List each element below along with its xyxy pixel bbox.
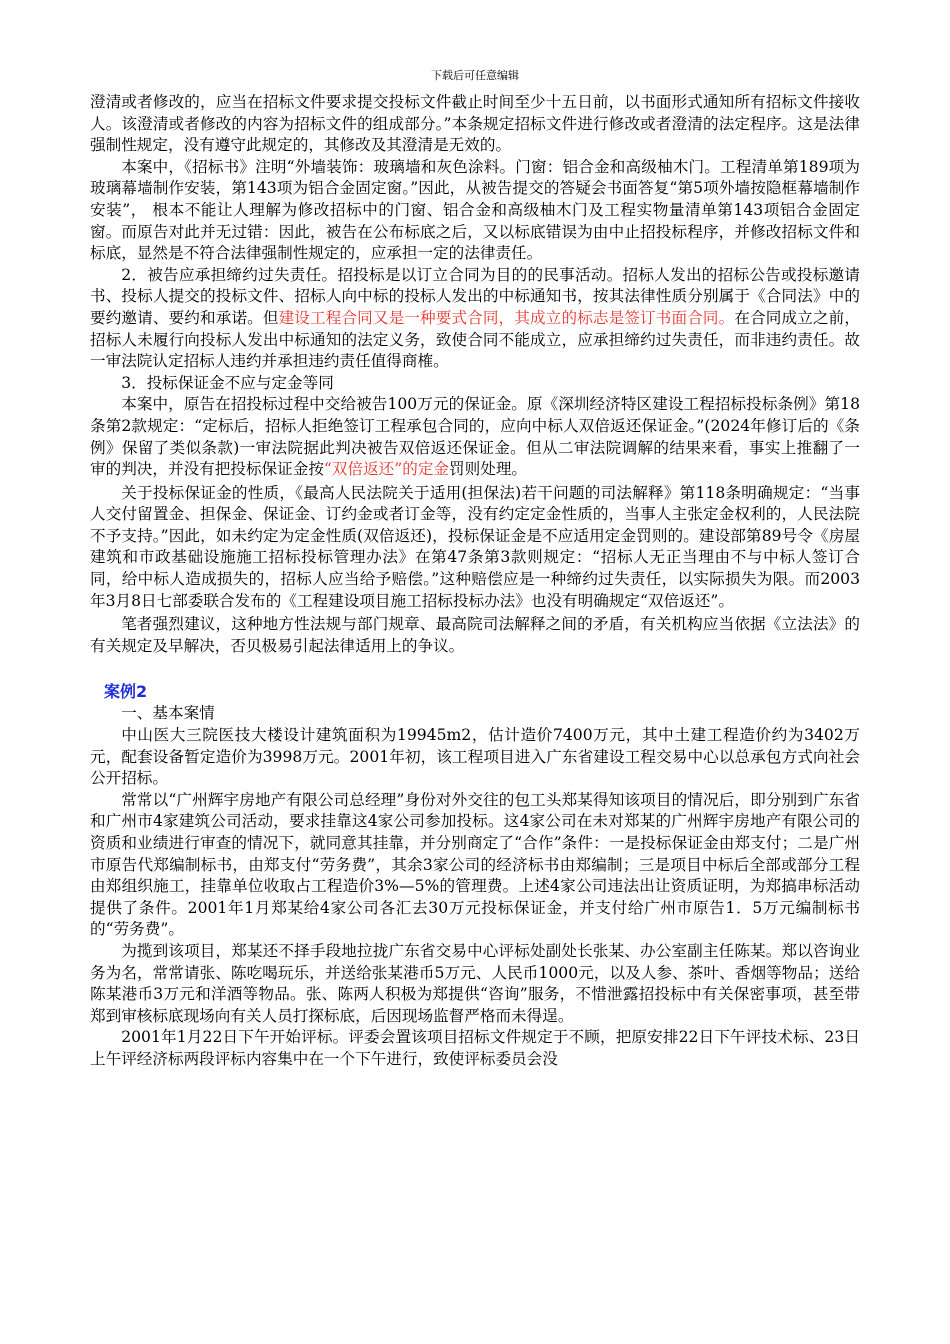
case-2-paragraph: 2001年1月22日下午开始评标。评委会置该项目招标文件规定于不顾，把原安排22日下午评技术标、23日上午评经济标两段评标内容集中在一个下午进行，致使评标委员会没 <box>90 1028 860 1068</box>
point-2-text-b: 在合同成立之前，招标人未履行向投标人发出中标通知的法定义务，致使合同不能成立，应承担缔约过失责任，而非违约责任。故一审法院认定招标人违约并承担违约责任值得商榷。 <box>90 308 860 371</box>
deposit-text-a: 本案中，原告在招投标过程中交给被告100万元的保证金。原《深圳经济特区建设工程招标投标条例》第18条第2款规定：“定标后，招标人拒绝签订工程承包合同的，应向中标人双倍返还保证金。”(2024年修订后的《条例》保留了类似条款)一审法院据此判决被告双倍返还保证金。但从二审法院调解的结果来看，事实上推翻了一审的判决，并没有把投标保证金按 <box>90 395 860 479</box>
paragraph-suggestion: 笔者强烈建议，这种地方性法规与部门规章、最高院司法解释之间的矛盾，有关机构应当依据《立法法》的有关规定及早解决，否贝极易引起法律适用上的争议。 <box>90 615 860 655</box>
paragraph-point-3-title: 3．投标保证金不应与定金等同 <box>121 373 334 392</box>
point-2-highlight: 建设工程合同又是一种要式合同，其成立的标志是签订书面合同。 <box>278 308 735 327</box>
deposit-highlight: “双倍返还”的定金 <box>323 460 450 479</box>
paragraph-deposit-nature: 关于投标保证金的性质，《最高人民法院关于适用(担保法)若干问题的司法解释》第118条明确规定：“当事人交付留置金、担保金、保证金、订约金或者订金等，没有约定定金性质的，当事人主张定金权利的，人民法院不予支持。”因此，如未约定为定金性质(双倍返还)，投标保证金是不应适用定金罚则的。建设部第89号令《房屋建筑和市政基础设施施工招标投标管理办法》在第47条第3款则规定：“招标人无正当理由不与中标人签订合同，给中标人造成损失的，招标人应当给予赔偿。”这种赔偿应是一种缔约过失责任，以实际损失为限。而2003年3月8日七部委联合发布的《工程建设项目施工招标投标办法》也没有明确规定“双倍返还”。 <box>90 483 860 610</box>
case-2-paragraph: 常常以“广州辉宇房地产有限公司总经理”身份对外交往的包工头郑某得知该项目的情况后，即分别到广东省和广州市4家建筑公司活动，要求挂靠这4家公司参加投标。这4家公司在未对郑某的广州辉宇房地产有限公司的资质和业绩进行审查的情况下，就同意其挂靠，并分别商定了“合作”条件：一是投标保证金由郑支付；二是广州市原告代郑编制标书，由郑支付“劳务费”，其余3家公司的经济标书由郑编制；三是项目中标后全部或部分工程由郑组织施工，挂靠单位收取占工程造价3%—5%的管理费。上述4家公司违法出让资质证明，为郑搞串标活动提供了条件。2001年1月郑某给4家公司各汇去30万元投标保证金，并支付给广州市原告1．5万元编制标书的“劳务费”。 <box>90 790 860 939</box>
paragraph-case-analysis: 本案中，《招标书》注明“外墙装饰：玻璃墙和灰色涂料。门窗：铝合金和高级柚木门。工程清单第189项为玻璃幕墙制作安装，第143项为铝合金固定窗。”因此，从被告提交的答疑会书面答复“第5项外墙按隐框幕墙制作安装”， 根本不能让人理解为修改招标中的门窗、铝合金和高级柚木门及工程实物量清单第143项铝合金固定窗。而原告对此并无过错：因此，被告在公布标底之后，又以标底错误为由中止招投标程序，并修改招标文件和标底，显然是不符合法律强制性规定的，应承担一定的法律责任。 <box>90 157 860 263</box>
document-body <box>90 92 860 1071</box>
deposit-text-b: 罚则处理。 <box>449 460 528 479</box>
paragraph-clarification: 澄清或者修改的，应当在招标文件要求提交投标文件截止时间至少十五日前，以书面形式通知所有招标文件接收人。该澄清或者修改的内容为招标文件的组成部分。”本条规定招标文件进行修改或者澄清的法定程序。这是法律强制性规定，没有遵守此规定的，其修改及其澄清是无效的。 <box>90 93 860 155</box>
paragraph-point-2 <box>90 265 860 373</box>
page-header: 下载后可任意编辑 <box>431 69 519 82</box>
paragraph-deposit <box>90 394 860 480</box>
case-2-paragraph: 中山医大三院医技大楼设计建筑面积为19945m2，估计造价7400万元，其中土建工程造价约为3402万元，配套设备暂定造价为3998万元。2001年初，该工程项目进入广东省建设工程交易中心以总承包方式向社会公开招标。 <box>90 726 860 788</box>
point-2-text-a: 2．被告应承担缔约过失责任。招投标是以订立合同为目的的民事活动。招标人发出的招标公告或投标邀请书、投标人提交的投标文件、招标人向中标的投标人发出的中标通知书，按其法律性质分别属于《合同法》中的要约邀请、要约和承诺。但 <box>90 265 860 327</box>
case-2-paragraph: 为揽到该项目，郑某还不择手段地拉拢广东省交易中心评标处副处长张某、办公室副主任陈某。郑以咨询业务为名，常常请张、陈吃喝玩乐，并送给张某港币5万元、人民币1000元，以及人参、茶叶、香烟等物品；送给陈某港币3万元和洋酒等物品。张、陈两人积极为郑提供“咨询”服务，不惜泄露招投标中有关保密事项，甚至带郑到审核标底现场向有关人员打探标底，后因现场监督严格而未得逞。 <box>90 941 860 1025</box>
case-2-subtitle: 一、基本案情 <box>121 704 215 723</box>
case-2-heading: 案例2 <box>104 682 148 702</box>
